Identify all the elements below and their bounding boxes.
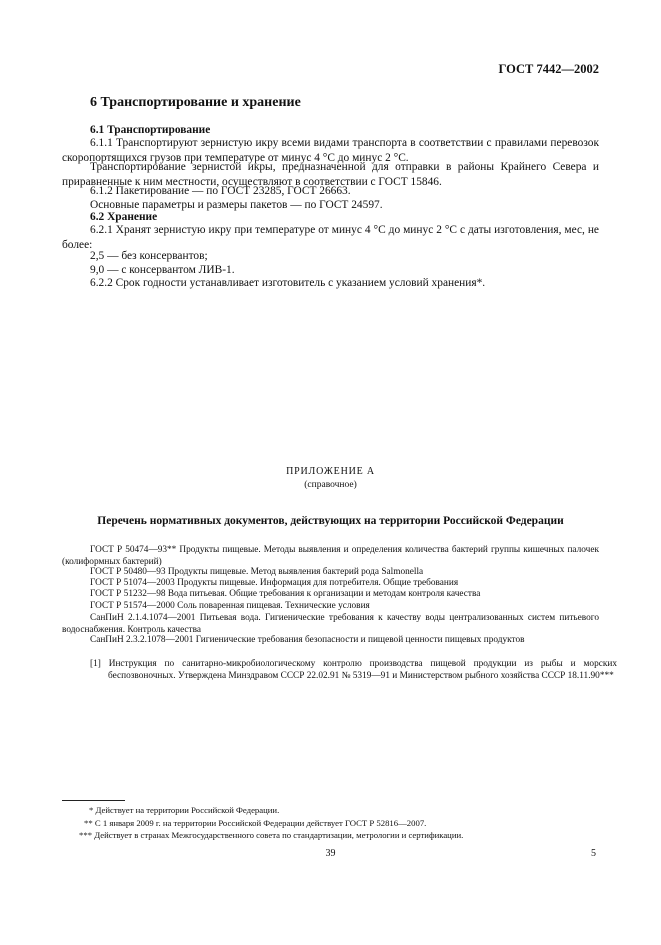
paragraph-6-2-1: 6.2.1 Хранят зернистую икру при температуре от минус 4 °С до минус 2 °С с даты изготовления, мес, не более: [62, 224, 599, 251]
footnote: ** С 1 января 2009 г. на территории Российской Федерации действует ГОСТ Р 52816—2007. [84, 818, 427, 828]
paragraph-package-params: Основные параметры и размеры пакетов — по ГОСТ 24597. [90, 199, 383, 211]
reference-item: ГОСТ Р 51574—2000 Соль поваренная пищевая. Технические условия [90, 601, 370, 611]
footnote: * Действует на территории Российской Федерации. [89, 805, 280, 815]
reference-item: ГОСТ Р 51074—2003 Продукты пищевые. Информация для потребителя. Общие требования [90, 578, 459, 588]
subsection-title-storage: 6.2 Хранение [90, 211, 158, 223]
subsection-title-transport: 6.1 Транспортирование [90, 124, 211, 136]
reference-list-title: Перечень нормативных документов, действующих на территории Российской Федерации [97, 515, 564, 527]
reference-item: ГОСТ Р 51232—98 Вода питьевая. Общие требования к организации и методам контроля качества [90, 589, 481, 599]
reference-item: ГОСТ Р 50480—93 Продукты пищевые. Метод выявления бактерий рода Salmonella [90, 567, 424, 577]
paragraph-6-2-2: 6.2.2 Срок годности устанавливает изготовитель с указанием условий хранения*. [90, 277, 486, 289]
paragraph-6-1-2: 6.1.2 Пакетирование — по ГОСТ 23285, ГОСТ 26663. [90, 185, 351, 197]
reference-item-bibliography: [1] Инструкция по санитарно-микробиологическому контролю производства пищевой продукции из рыбы и морских беспозвоночных. Утверждена Минздравом СССР 22.02.91 № 5319—91 и Министерством рыбного хозяйства СССР 18.11.90*** [90, 659, 617, 681]
section-title: 6 Транспортирование и хранение [90, 95, 301, 110]
reference-item: СанПиН 2.1.4.1074—2001 Питьевая вода. Гигиенические требования к качеству воды централизованных систем питьевого водоснабжения. Контроль качества [62, 613, 599, 635]
page-number: 39 [325, 848, 336, 859]
footnote-divider [62, 800, 125, 801]
annex-subtitle: (справочное) [304, 480, 357, 490]
list-item-liv1: 9,0 — с консервантом ЛИВ-1. [90, 264, 235, 276]
paragraph-far-north: Транспортирование зернистой икры, предназначенной для отправки в районы Крайнего Севера и приравненные к ним местности, осуществляют в соответствии с ГОСТ 15846. [62, 161, 599, 188]
sheet-number: 5 [591, 848, 596, 859]
annex-title: ПРИЛОЖЕНИЕ А [286, 466, 375, 477]
document-header: ГОСТ 7442—2002 [498, 62, 599, 76]
list-item-no-preservatives: 2,5 — без консервантов; [90, 250, 208, 262]
paragraph-6-1-1: 6.1.1 Транспортируют зернистую икру всеми видами транспорта в соответствии с правилами перевозок скоропортящихся грузов при температуре от минус 4 °С до минус 2 °С. [62, 137, 599, 164]
reference-item: ГОСТ Р 50474—93** Продукты пищевые. Методы выявления и определения количества бактерий группы кишечных палочек (колиформных бактерий) [62, 545, 599, 567]
footnote: *** Действует в странах Межгосударственного совета по стандартизации, метрологии и сертификации. [79, 830, 464, 840]
reference-item: СанПиН 2.3.2.1078—2001 Гигиенические требования безопасности и пищевой ценности пищевых продуктов [90, 635, 525, 645]
